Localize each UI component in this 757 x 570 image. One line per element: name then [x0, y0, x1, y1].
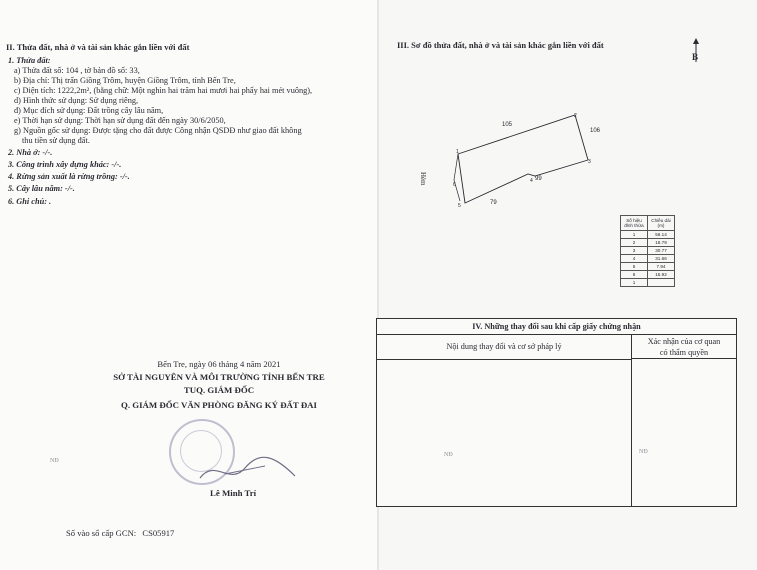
signature-on-behalf: TUQ. GIÁM ĐỐC: [183, 385, 255, 395]
section3-title: III. Sơ đồ thửa đất, nhà ở và tài sản khác gắn liền với đất: [397, 40, 604, 50]
length-cell: 56.14: [648, 231, 675, 239]
confirmation-line-2: có thẩm quyền: [659, 348, 709, 357]
road-label: Hẻm: [419, 172, 427, 186]
vertex-cell: 5: [621, 263, 648, 271]
vertex-cell: 6: [621, 271, 648, 279]
length-cell: 15.92: [648, 271, 675, 279]
registry-label: [66, 528, 174, 538]
vertex-label: 4: [530, 178, 533, 184]
length-cell: 18.79: [648, 239, 675, 247]
land-line: d) Hình thức sử dụng: Sử dụng riêng,: [14, 96, 139, 105]
length-table-head-length: Chiều dài (m): [648, 216, 675, 231]
land-line: g) Nguồn gốc sử dụng: Được tặng cho đất được Công nhận QSDĐ như giao đất không: [14, 126, 302, 135]
scan-mark: NĐ: [444, 452, 453, 458]
north-label: B: [692, 52, 699, 62]
length-cell: [648, 279, 675, 287]
table-row: [621, 247, 675, 255]
neighbor-label: 79: [490, 200, 497, 206]
land-line: c) Diện tích: 1222,2m², (bằng chữ: Một nghìn hai trăm hai mươi hai phẩy hai mét vuông),: [14, 86, 313, 95]
scan-mark: NĐ: [639, 449, 648, 455]
vertex-cell: 2: [621, 239, 648, 247]
section2-title: II. Thửa đất, nhà ở và tài sản khác gắn liền với đất: [6, 42, 190, 52]
length-table: [620, 215, 675, 287]
length-table-header: [621, 216, 675, 231]
land-heading: 1. Thửa đất:: [8, 56, 51, 65]
confirmation-line-1: Xác nhận của cơ quan: [647, 337, 721, 346]
vertex-cell: 4: [621, 255, 648, 263]
item-forest: 4. Rừng sản xuất là rừng trồng: -/-.: [8, 172, 130, 181]
signature-block: [60, 358, 378, 412]
vertex-cell: 3: [621, 247, 648, 255]
vertex-label: 3: [588, 159, 591, 165]
land-line: thu tiền sử dụng đất.: [22, 136, 90, 145]
vertex-label: 2: [574, 113, 577, 119]
land-line: a) Thửa đất số: 104 , tờ bản đồ số: 33,: [14, 66, 140, 75]
north-indicator: [692, 46, 699, 62]
table-row: [621, 263, 675, 271]
parcel-sketch: [440, 100, 620, 215]
land-line: b) Địa chỉ: Thị trấn Giồng Trôm, huyện Giồng Trôm, tỉnh Bến Tre,: [14, 76, 236, 85]
table-row: [621, 255, 675, 263]
table-row: [621, 239, 675, 247]
neighbor-label: 105: [502, 122, 513, 128]
table-row: [621, 231, 675, 239]
signature-position: Q. GIÁM ĐỐC VĂN PHÒNG ĐĂNG KÝ ĐẤT ĐAI: [121, 400, 317, 410]
table-row: [621, 279, 675, 287]
land-line: đ) Mục đích sử dụng: Đất trồng cây lâu năm,: [14, 106, 164, 115]
table-row: [621, 271, 675, 279]
length-cell: 7.94: [648, 263, 675, 271]
column-divider: [631, 335, 632, 506]
scan-mark: NĐ: [50, 458, 59, 464]
section4-title: IV. Những thay đổi sau khi cấp giấy chứng nhận: [377, 319, 736, 335]
length-table-head-vertex: Số hiệu đỉnh thửa: [621, 216, 648, 231]
vertex-cell: 1: [621, 231, 648, 239]
vertex-label: 1: [456, 149, 459, 155]
vertex-cell: 1: [621, 279, 648, 287]
registry-label-text: Số vào sổ cấp GCN:: [66, 528, 137, 538]
signature-agency: SỞ TÀI NGUYÊN VÀ MÔI TRƯỜNG TỈNH BẾN TRE: [113, 372, 325, 382]
changes-column-confirmation: [632, 335, 736, 359]
item-house: 2. Nhà ở: -/-.: [8, 148, 53, 157]
signature-scribble: [195, 448, 305, 488]
length-cell: 31.66: [648, 255, 675, 263]
registry-number: CS05917: [142, 528, 175, 538]
length-cell: 30.77: [648, 247, 675, 255]
signer-name: Lê Minh Trí: [210, 488, 257, 498]
vertex-label: 5: [458, 203, 461, 209]
changes-column-content: Nội dung thay đổi và cơ sở pháp lý: [377, 335, 631, 360]
neighbor-label: 99: [535, 176, 542, 182]
signature-date: Bến Tre, ngày 06 tháng 4 năm 2021: [157, 359, 281, 369]
item-construction: 3. Công trình xây dựng khác: -/-.: [8, 160, 122, 169]
neighbor-label: 106: [590, 128, 601, 134]
changes-table: [376, 318, 737, 507]
land-line: e) Thời hạn sử dụng: Thời hạn sử dụng đất đến ngày 30/6/2050,: [14, 116, 226, 125]
vertex-label: 6: [453, 182, 456, 188]
item-note: 6. Ghi chú: .: [8, 197, 52, 206]
item-perennial: 5. Cây lâu năm: -/-.: [8, 184, 75, 193]
